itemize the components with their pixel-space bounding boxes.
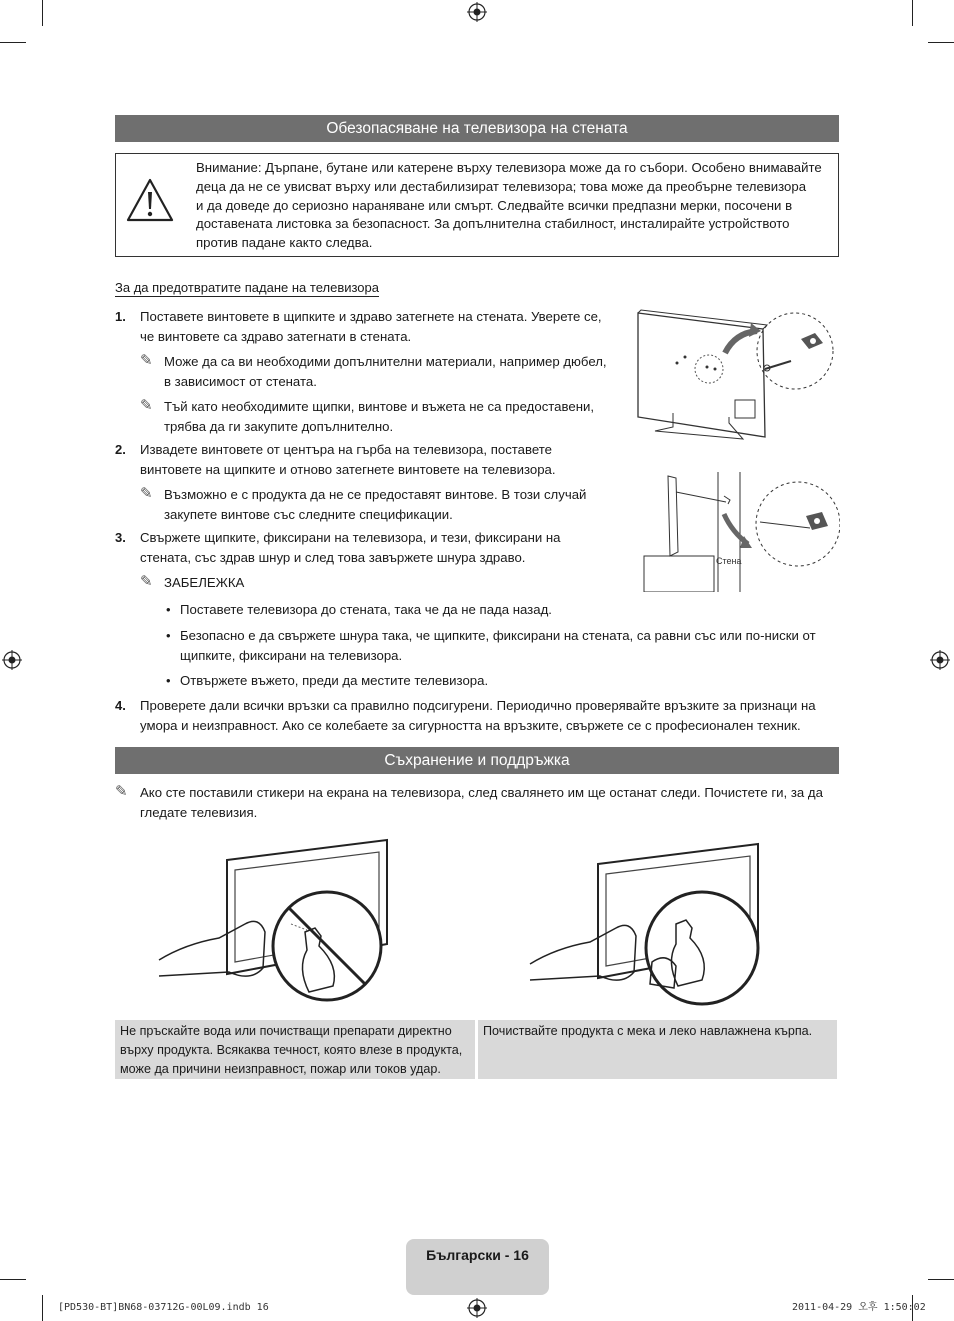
note-line: Възможно е с продукта да не се предоставят винтове. В този случай <box>164 487 587 502</box>
caption-line: Почиствайте продукта с мека и леко навлажнена кърпа. <box>483 1024 813 1038</box>
tv-side-wall-illustration <box>640 472 840 592</box>
crop-mark <box>42 1295 43 1321</box>
section-title-storage: Съхранение и поддръжка <box>115 747 839 774</box>
spray-prohibited-illustration <box>155 836 395 1006</box>
note-pencil-icon: ✎ <box>140 352 153 369</box>
step-line: Проверете дали всички връзки са правилно подсигурени. Периодично проверявайте връзките за признаци на <box>140 698 816 713</box>
warning-text <box>196 159 828 253</box>
crop-mark <box>912 0 913 26</box>
bullet-line: Безопасно е да свържете шнура така, че щипките, фиксирани на стената, са равни със или по-ниски от <box>180 628 816 643</box>
wall-label: Стена <box>716 556 742 566</box>
step-number: 2. <box>115 442 126 457</box>
bullet-item <box>180 671 840 691</box>
step-number: 3. <box>115 530 126 545</box>
step-1-text <box>140 307 620 346</box>
note-pencil-icon: ✎ <box>140 485 153 502</box>
tv-back-clip-illustration <box>633 305 841 445</box>
note-line: гледате телевизия. <box>140 804 258 820</box>
note-line: Ако сте поставили стикери на екрана на телевизора, след свалянето им ще останат следи. Почистете ги, за да <box>140 785 823 800</box>
subheading-prevent-falling: За да предотвратите падане на телевизора <box>115 280 379 295</box>
step-line: Извадете винтовете от центъра на гърба на телевизора, поставете <box>140 442 552 457</box>
note-pencil-icon: ✎ <box>140 397 153 414</box>
crop-mark <box>0 42 26 43</box>
note-line: трябва да ги закупите допълнително. <box>164 418 394 434</box>
registration-mark-icon <box>467 1298 487 1318</box>
note-pencil-icon: ✎ <box>115 783 128 800</box>
step-4-text <box>140 696 840 735</box>
bullet-item <box>180 626 840 665</box>
caption-clean-with-cloth <box>478 1020 837 1079</box>
note-line: Тъй като необходимите щипки, винтове и въжета не са предоставени, <box>164 399 595 414</box>
caption-line: може да причини неизправност, пожар или токов удар. <box>120 1061 441 1076</box>
note-label: ЗАБЕЛЕЖКА <box>164 575 245 590</box>
warning-line: против падане както следва. <box>196 235 373 251</box>
note-line: Може да са ви необходими допълнителни материали, например дюбел, <box>164 354 607 369</box>
warning-line: и да доведе до сериозно нараняване или смърт. Следвайте всички предпазни мерки, посочени в <box>196 197 793 213</box>
bullet-line: Отвържете въжето, преди да местите телевизора. <box>180 673 489 688</box>
warning-line: деца да не се увисват върху или дестабилизират телевизора; това може да преобърне телевизора <box>196 178 807 194</box>
bullet-dot: • <box>166 602 171 617</box>
crop-mark <box>0 1279 26 1280</box>
storage-note <box>140 783 840 822</box>
registration-mark-icon <box>930 650 950 670</box>
bullet-line: Поставете телевизора до стената, така че да не пада назад. <box>180 602 552 617</box>
caption-line: върху продукта. Всякаква течност, която влезе в продукта, <box>120 1042 463 1057</box>
bullet-dot: • <box>166 673 171 688</box>
step-3-text <box>140 528 620 567</box>
warning-line: : Дърпане, бутане или катерене върху телевизора може да го събори. Особено внимавайте <box>257 160 822 175</box>
warning-box <box>115 153 839 257</box>
file-info: [PD530-BT]BN68-03712G-00L09.indb 16 <box>58 1302 269 1313</box>
section-title-wall-mount: Обезопасяване на телевизора на стената <box>115 115 839 142</box>
note-line: закупете винтове със следните спецификации. <box>164 506 453 522</box>
step-2-note <box>164 485 624 524</box>
note-pencil-icon: ✎ <box>140 573 153 590</box>
registration-mark-icon <box>467 2 487 22</box>
bullet-item <box>180 600 840 620</box>
step-1-note-1 <box>164 352 624 391</box>
caption-line: Не пръскайте вода или почистващи препарати директно <box>120 1024 452 1038</box>
warning-triangle-icon <box>125 176 175 226</box>
crop-mark <box>42 0 43 26</box>
step-line: Поставете винтовете в щипките и здраво затегнете на стената. Уверете се, <box>140 309 602 324</box>
registration-mark-icon <box>2 650 22 670</box>
step-line: Свържете щипките, фиксирани на телевизора, и тези, фиксирани на <box>140 530 561 545</box>
cloth-cleaning-illustration <box>526 840 766 1010</box>
step-line: винтовете на щипките и отново затегнете винтовете на телевизора. <box>140 461 556 477</box>
step-1-note-2 <box>164 397 624 436</box>
print-date: 2011-04-29 오후 1:50:02 <box>792 1302 926 1313</box>
page-number: Български - 16 <box>426 1247 529 1263</box>
note-line: в зависимост от стената. <box>164 373 317 389</box>
step-number: 1. <box>115 309 126 324</box>
step-line: стената, със здрав шнур и след това завържете шнура здраво. <box>140 549 526 565</box>
step-number: 4. <box>115 698 126 713</box>
bullet-dot: • <box>166 628 171 643</box>
crop-mark <box>928 42 954 43</box>
bullet-line: щипките, фиксирани на телевизора. <box>180 647 403 663</box>
step-2-text <box>140 440 620 479</box>
warning-label: Внимание <box>196 160 258 175</box>
step-line: умора и неизправност. Ако се колебаете за сигурността на връзките, свържете се с професионален техник. <box>140 717 801 733</box>
warning-line: доставената листовка за безопасност. За допълнителна стабилност, инсталирайте устройството <box>196 216 790 232</box>
crop-mark <box>928 1279 954 1280</box>
caption-do-not-spray <box>115 1020 475 1079</box>
step-line: че винтовете са здраво затегнати в стената. <box>140 328 412 344</box>
